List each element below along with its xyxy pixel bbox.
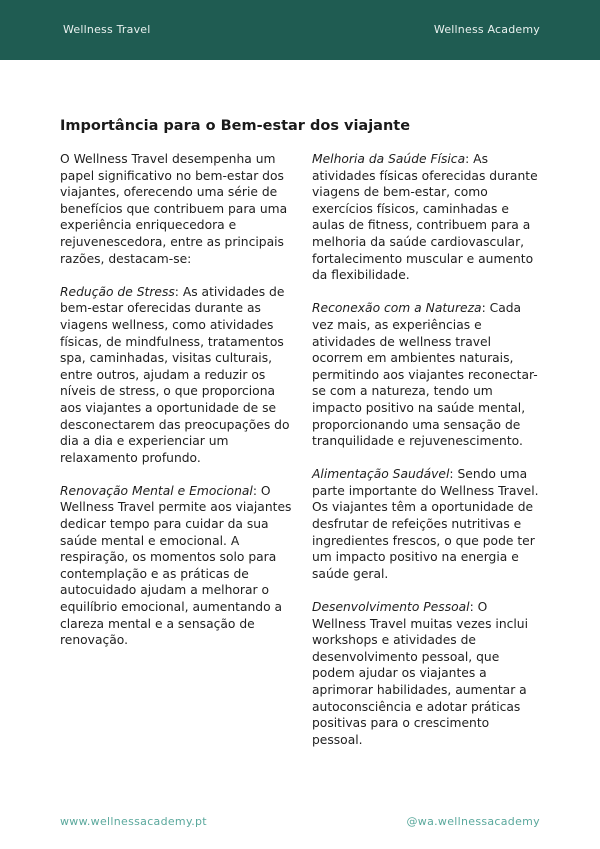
section-text: : O Wellness Travel muitas vezes inclui workshops e atividades de desenvolvimento pessoal, que podem ajudar os viajantes a aprimorar habilidades, aumentar a autoconsciência e adotar práticas positivas para o crescimento pessoal. xyxy=(312,600,529,747)
section-stress-reduction xyxy=(60,284,292,467)
intro-paragraph: O Wellness Travel desempenha um papel significativo no bem-estar dos viajantes, oferecendo uma série de benefícios que contribuem para uma experiência enriquecedora e rejuvenescedora, entre as principais razões, destacam-se: xyxy=(60,152,288,266)
section-healthy-eating xyxy=(312,466,542,582)
section-label: Desenvolvimento Pessoal xyxy=(312,600,470,615)
section-text: : As atividades de bem-estar oferecidas durante as viagens wellness, como atividades físicas, de mindfulness, tratamentos spa, caminhadas, visitas culturais, entre outros, ajudam a reduzir os níveis de stress, o que proporciona aos viajantes a oportunidade de se desconectarem das preocupações do dia a dia e experienciar um relaxamento profundo. xyxy=(60,284,290,465)
section-mental-renewal xyxy=(60,483,292,649)
footer-social-handle[interactable]: @wa.wellnessacademy xyxy=(406,815,540,828)
section-label: Redução de Stress xyxy=(60,284,175,299)
page-header xyxy=(0,0,600,60)
section-nature-reconnection xyxy=(312,300,542,449)
section-text: : O Wellness Travel permite aos viajantes dedicar tempo para cuidar da sua saúde mental e emocional. A respiração, os momentos solo para contemplação e as práticas de autocuidado ajudam a melhorar o equilíbrio emocional, aumentando a clareza mental e a sensação de renovação. xyxy=(60,483,292,648)
right-column xyxy=(312,151,542,765)
left-column xyxy=(60,151,292,665)
section-label: Renovação Mental e Emocional xyxy=(60,483,253,498)
section-text: : Sendo uma parte importante do Wellness Travel. Os viajantes têm a oportunidade de desfrutar de refeições nutritivas e ingredientes frescos, o que pode ter um impacto positivo na energia e saúde geral. xyxy=(312,467,539,581)
section-label: Alimentação Saudável xyxy=(312,467,450,482)
footer-website-link[interactable]: www.wellnessacademy.pt xyxy=(60,815,207,828)
page-title: Importância para o Bem-estar dos viajante xyxy=(60,118,411,134)
header-brand-left: Wellness Travel xyxy=(63,23,151,36)
section-text: : Cada vez mais, as experiências e atividades de wellness travel ocorrem em ambientes naturais, permitindo aos viajantes reconectar-se com a natureza, tendo um impacto positivo na saúde mental, proporcionando uma sensação de tranquilidade e rejuvenescimento. xyxy=(312,301,538,449)
section-physical-health xyxy=(312,151,542,284)
section-text: : As atividades físicas oferecidas durante viagens de bem-estar, como exercícios físicos, caminhadas e aulas de fitness, contribuem para a melhoria da saúde cardiovascular, fortalecimento muscular e aumento da flexibilidade. xyxy=(312,152,538,283)
header-brand-right: Wellness Academy xyxy=(433,23,540,36)
section-personal-development xyxy=(312,599,542,748)
section-label: Melhoria da Saúde Física xyxy=(312,152,466,166)
section-label: Reconexão com a Natureza xyxy=(312,301,482,316)
